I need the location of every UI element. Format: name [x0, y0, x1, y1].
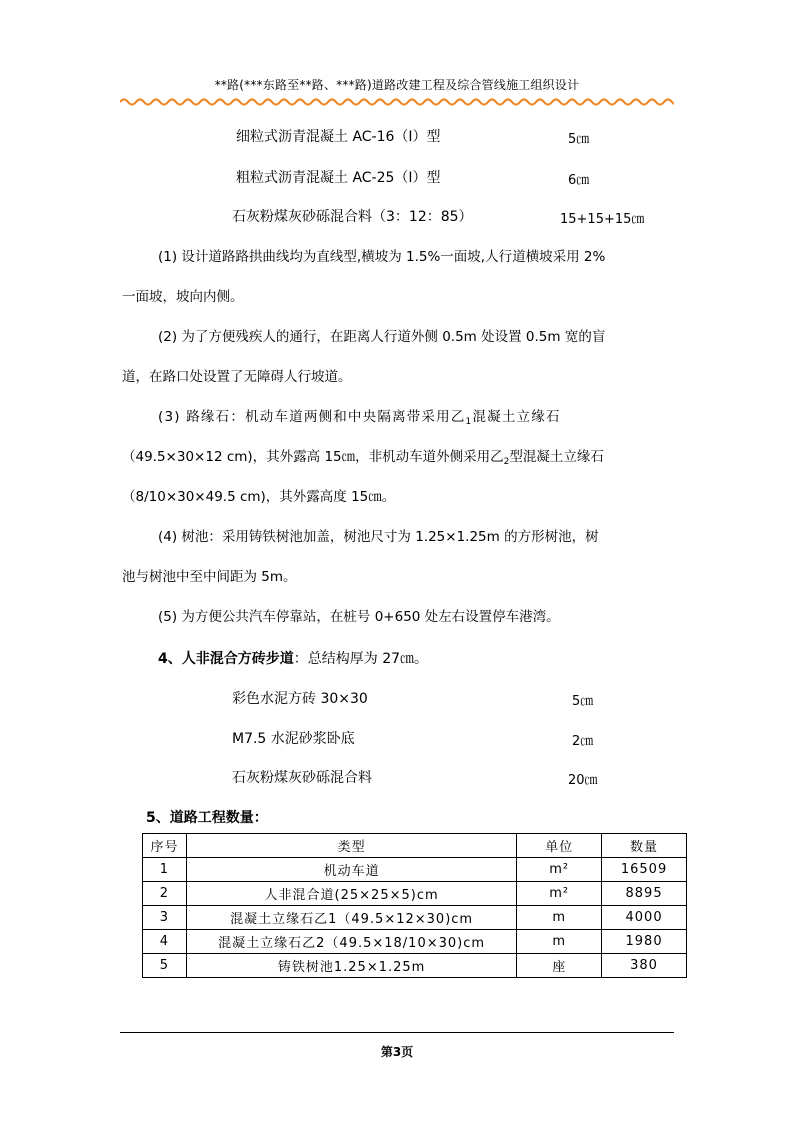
- header-cell: 序号: [143, 834, 187, 858]
- table-row: [143, 882, 687, 906]
- heading-text: 4、人非混合方砖步道: [158, 651, 294, 667]
- table-cell: 机动车道: [186, 858, 516, 882]
- paragraph-line: 一面坡，坡向内侧。: [122, 289, 244, 305]
- paragraph-line: (4) 树池：采用铸铁树池加盖，树池尺寸为 1.25×1.25m 的方形树池，树: [158, 529, 599, 545]
- table-header-row: [143, 834, 687, 858]
- table-cell: 4000: [602, 906, 687, 930]
- section-heading: 5、道路工程数量：: [146, 810, 268, 826]
- spec-value: 15+15+15㎝: [560, 212, 645, 227]
- paragraph-line: 道，在路口处设置了无障碍人行坡道。: [122, 369, 352, 385]
- table-cell: 混凝土立缘石乙1（49.5×12×30)cm: [186, 906, 516, 930]
- paragraph-line: (5) 为方便公共汽车停靠站，在桩号 0+650 处左右设置停车港湾。: [158, 609, 560, 625]
- table-row: [143, 954, 687, 978]
- text-run: （49.5×30×12 cm)，其外露高 15㎝，非机动车道外侧采用乙: [122, 449, 504, 465]
- text-run: 型混凝土立缘石: [509, 449, 604, 465]
- spec-name: 细粒式沥青混凝土 AC-16（Ⅰ）型: [236, 129, 441, 145]
- header-cell: 数量: [602, 834, 687, 858]
- table-cell: 16509: [602, 858, 687, 882]
- text-run: 混凝土立缘石: [472, 409, 561, 425]
- table-row: [143, 906, 687, 930]
- heading-tail: ：总结构厚为 27㎝。: [293, 651, 429, 667]
- page-number: 第3页: [380, 1045, 414, 1059]
- section-heading: [158, 648, 428, 668]
- table-cell: m: [517, 930, 602, 954]
- spec-name: M7.5 水泥砂浆卧底: [232, 731, 355, 747]
- header-cell: 类型: [186, 834, 516, 858]
- subscript: 1: [465, 417, 473, 427]
- table-cell: 2: [143, 882, 187, 906]
- text-run: (3) 路缘石：机动车道两侧和中央隔离带采用乙: [158, 409, 466, 425]
- table-cell: m: [517, 906, 602, 930]
- table-cell: 4: [143, 930, 187, 954]
- spec-value: 6㎝: [568, 173, 590, 188]
- spec-value: 5㎝: [568, 132, 590, 147]
- spec-name: 石灰粉煤灰砂砾混合料（3：12：85）: [232, 209, 473, 225]
- table-row: [143, 930, 687, 954]
- table-cell: 混凝土立缘石乙2（49.5×18/10×30)cm: [186, 930, 516, 954]
- header-wave-divider: [120, 95, 674, 109]
- page-header-title: **路(***东路至**路、***路)道路改建工程及综合管线施工组织设计: [214, 78, 580, 92]
- header-cell: 单位: [517, 834, 602, 858]
- paragraph-line: 池与树池中至中间距为 5m。: [122, 569, 297, 585]
- paragraph-line: （8/10×30×49.5 cm)，其外露高度 15㎝。: [122, 489, 396, 505]
- subscript: 2: [503, 457, 510, 467]
- paragraph-line: (1) 设计道路路拱曲线均为直线型,横坡为 1.5%一面坡,人行道横坡采用 2%: [158, 249, 606, 265]
- spec-name: 石灰粉煤灰砂砾混合料: [232, 770, 372, 786]
- table-cell: 座: [517, 954, 602, 978]
- paragraph-line: (2) 为了方便残疾人的通行，在距离人行道外侧 0.5m 处设置 0.5m 宽的盲: [158, 329, 606, 345]
- quantity-table: [142, 833, 687, 978]
- table-cell: 3: [143, 906, 187, 930]
- spec-name: 粗粒式沥青混凝土 AC-25（Ⅰ）型: [236, 170, 441, 186]
- paragraph-line: [158, 407, 674, 432]
- footer-divider: [120, 1032, 674, 1033]
- table-cell: 人非混合道(25×25×5)cm: [186, 882, 516, 906]
- spec-value: 2㎝: [572, 734, 594, 749]
- table-cell: 380: [602, 954, 687, 978]
- table-cell: 8895: [602, 882, 687, 906]
- table-cell: m²: [517, 882, 602, 906]
- table-cell: 1: [143, 858, 187, 882]
- table-cell: m²: [517, 858, 602, 882]
- spec-value: 20㎝: [568, 773, 598, 788]
- table-cell: 铸铁树池1.25×1.25m: [186, 954, 516, 978]
- spec-value: 5㎝: [572, 694, 594, 709]
- table-cell: 1980: [602, 930, 687, 954]
- paragraph-line: [122, 447, 674, 472]
- table-row: [143, 858, 687, 882]
- spec-name: 彩色水泥方砖 30×30: [232, 691, 368, 707]
- table-cell: 5: [143, 954, 187, 978]
